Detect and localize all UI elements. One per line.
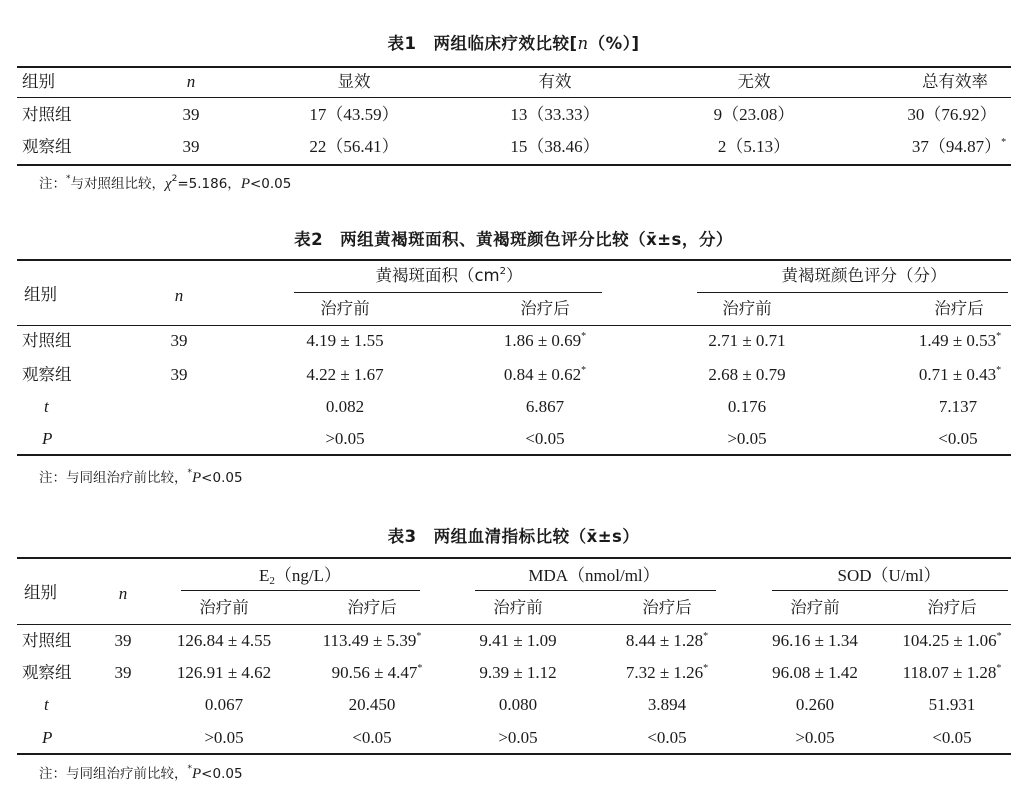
table3-row3-sod-before: 0.260 bbox=[795, 695, 835, 714]
table3-row3-sod-after: 51.931 bbox=[928, 695, 976, 714]
table2-row3-label: t bbox=[44, 397, 49, 416]
table1-header-ineffective: 无效 bbox=[737, 72, 771, 91]
table3-row4-sod-before: >0.05 bbox=[795, 728, 835, 747]
table1-row2-marked: 22（56.41） bbox=[309, 137, 399, 156]
table2-row2-color-after: 0.71 ± 0.43* bbox=[918, 365, 1002, 384]
table3-row2-label: 观察组 bbox=[22, 663, 72, 682]
table2-row4-area-after: <0.05 bbox=[525, 429, 565, 448]
table1-caption-prefix: 表1 两组临床疗效比较[ bbox=[387, 34, 578, 53]
table2-header-group: 组别 bbox=[24, 285, 57, 304]
table1-note: 注：*与对照组比较，$\chi^2=5.186$，P<0.05 bbox=[39, 174, 292, 192]
table2-header-area: 黄褐斑面积$(cm^2)$ bbox=[375, 266, 523, 285]
table2-color-rule bbox=[697, 292, 1008, 293]
table3-row3-e2-before: 0.067 bbox=[204, 695, 244, 714]
table1-row2-n: 39 bbox=[182, 137, 200, 156]
table2-header-rule bbox=[17, 325, 1011, 326]
table3-row1-sod-after: 104.25 ± 1.06* bbox=[902, 631, 1002, 650]
table3-header-n: n bbox=[118, 584, 128, 603]
table1-row1-ineffective: 9（23.08） bbox=[713, 105, 795, 124]
table1-row2-label: 观察组 bbox=[22, 137, 72, 156]
table3-row1-n: 39 bbox=[114, 631, 132, 650]
table2-row1-area-before: 4.19 ± 1.55 bbox=[306, 331, 384, 350]
table3-row2-n: 39 bbox=[114, 663, 132, 682]
table3-row3-e2-after: 20.450 bbox=[348, 695, 396, 714]
table1-header-rule bbox=[17, 97, 1011, 98]
table3-row2-mda-before: 9.39 ± 1.12 bbox=[479, 663, 557, 682]
table3-row3-label: t bbox=[44, 695, 49, 714]
table3-row4-mda-after: <0.05 bbox=[647, 728, 687, 747]
table2-header-color-before: 治疗前 bbox=[722, 299, 772, 318]
table2-row3-area-before: 0.082 bbox=[325, 397, 365, 416]
table3-row1-e2-after: 113.49 ± 5.39* bbox=[322, 631, 422, 650]
table1-row1-total: 30（76.92） bbox=[907, 105, 997, 124]
table3-row2-sod-before: 96.08 ± 1.42 bbox=[772, 663, 858, 682]
table3-row4-label: P bbox=[42, 728, 53, 747]
table3-header-e2-before: 治疗前 bbox=[199, 598, 249, 617]
table2-row4-area-before: >0.05 bbox=[325, 429, 365, 448]
table2-row2-area-before: 4.22 ± 1.67 bbox=[306, 365, 384, 384]
table2-row4-color-before: >0.05 bbox=[727, 429, 767, 448]
table2-row1-area-after: 1.86 ± 0.69* bbox=[503, 331, 587, 350]
table3-caption: 表3 两组血清指标比较（x̄±s） bbox=[387, 527, 640, 546]
table2-header-n: n bbox=[174, 286, 184, 305]
table3-header-mda-before: 治疗前 bbox=[493, 598, 543, 617]
table3-header-sod: SOD（U/ml） bbox=[837, 566, 941, 585]
table3-header-group: 组别 bbox=[24, 583, 57, 602]
table3-header-sod-before: 治疗前 bbox=[790, 598, 840, 617]
table3-row3-mda-before: 0.080 bbox=[498, 695, 538, 714]
table2-header-color: 黄褐斑颜色评分（分） bbox=[781, 266, 947, 285]
table3-mda-rule bbox=[475, 590, 716, 591]
table3-sod-rule bbox=[772, 590, 1008, 591]
table1-bottom-rule bbox=[17, 164, 1011, 166]
table2-row4-label: P bbox=[42, 429, 53, 448]
table1-caption-suffix: （%）] bbox=[588, 34, 640, 53]
table2-row3-color-before: 0.176 bbox=[727, 397, 767, 416]
table1-row1-effective: 13（33.33） bbox=[510, 105, 600, 124]
table1-row1-marked: 17（43.59） bbox=[309, 105, 399, 124]
table2-row2-color-before: 2.68 ± 0.79 bbox=[708, 365, 786, 384]
table3-row4-sod-after: <0.05 bbox=[932, 728, 972, 747]
table3-header-e2: $E_2(ng/L)$ bbox=[259, 566, 341, 587]
table3-row1-mda-before: 9.41 ± 1.09 bbox=[479, 631, 557, 650]
table2-area-rule bbox=[294, 292, 602, 293]
table3-row2-sod-after: 118.07 ± 1.28* bbox=[902, 663, 1002, 682]
table1-header-n: n bbox=[186, 72, 196, 91]
table2-row2-area-after: 0.84 ± 0.62* bbox=[503, 365, 587, 384]
table1-header-effective: 有效 bbox=[538, 72, 572, 91]
table3-bottom-rule bbox=[17, 753, 1011, 755]
table2-row4-color-after: <0.05 bbox=[938, 429, 978, 448]
table2-row1-label: 对照组 bbox=[22, 331, 72, 350]
table1-row2-total: 37（94.87）* bbox=[911, 137, 1007, 156]
table3-row1-e2-before: 126.84 ± 4.55 bbox=[176, 631, 272, 650]
table3-header-mda-after: 治疗后 bbox=[642, 598, 692, 617]
table1-row2-effective: 15（38.46） bbox=[510, 137, 600, 156]
table1-row2-ineffective: 2（5.13） bbox=[717, 137, 791, 156]
table2-top-rule bbox=[17, 259, 1011, 261]
table2-row1-n: 39 bbox=[170, 331, 188, 350]
table2-row2-n: 39 bbox=[170, 365, 188, 384]
table2-row1-color-before: 2.71 ± 0.71 bbox=[708, 331, 786, 350]
table2-header-area-before: 治疗前 bbox=[320, 299, 370, 318]
table1-header-total: 总有效率 bbox=[922, 72, 988, 91]
table3-row1-label: 对照组 bbox=[22, 631, 72, 650]
table2-caption: 表2 两组黄褐斑面积、黄褐斑颜色评分比较（x̄±s，分） bbox=[294, 230, 733, 249]
table2-row3-area-after: 6.867 bbox=[525, 397, 565, 416]
table3-row1-mda-after: 8.44 ± 1.28* bbox=[625, 631, 709, 650]
table3-row4-e2-before: >0.05 bbox=[204, 728, 244, 747]
table1-caption-n: n bbox=[577, 34, 589, 53]
table2-row3-color-after: 7.137 bbox=[938, 397, 978, 416]
table2-row1-color-after: 1.49 ± 0.53* bbox=[918, 331, 1002, 350]
table1-header-group: 组别 bbox=[22, 72, 55, 91]
table3-row4-mda-before: >0.05 bbox=[498, 728, 538, 747]
table3-top-rule bbox=[17, 557, 1011, 559]
table3-note: 注：与同组治疗前比较，*P<0.05 bbox=[39, 764, 243, 782]
table1-row1-n: 39 bbox=[182, 105, 200, 124]
table2-bottom-rule bbox=[17, 454, 1011, 456]
table1-top-rule bbox=[17, 66, 1011, 68]
table2-header-color-after: 治疗后 bbox=[934, 299, 984, 318]
table3-row1-sod-before: 96.16 ± 1.34 bbox=[772, 631, 858, 650]
table3-row4-e2-after: <0.05 bbox=[352, 728, 392, 747]
table1-header-marked: 显效 bbox=[337, 72, 371, 91]
table3-row2-mda-after: 7.32 ± 1.26* bbox=[625, 663, 709, 682]
table3-e2-rule bbox=[181, 590, 420, 591]
table3-header-e2-after: 治疗后 bbox=[347, 598, 397, 617]
table1-caption bbox=[0, 30, 1027, 54]
table3-header-rule bbox=[17, 624, 1011, 625]
table3-row2-e2-before: 126.91 ± 4.62 bbox=[176, 663, 272, 682]
table3-header-mda: MDA（nmol/ml） bbox=[528, 566, 660, 585]
table1-row1-label: 对照组 bbox=[22, 105, 72, 124]
table3-row3-mda-after: 3.894 bbox=[647, 695, 687, 714]
table2-note: 注：与同组治疗前比较，*P<0.05 bbox=[39, 468, 243, 486]
table2-header-area-after: 治疗后 bbox=[520, 299, 570, 318]
table3-row2-e2-after: 90.56 ± 4.47* bbox=[331, 663, 423, 682]
table2-row2-label: 观察组 bbox=[22, 365, 72, 384]
table3-header-sod-after: 治疗后 bbox=[927, 598, 977, 617]
